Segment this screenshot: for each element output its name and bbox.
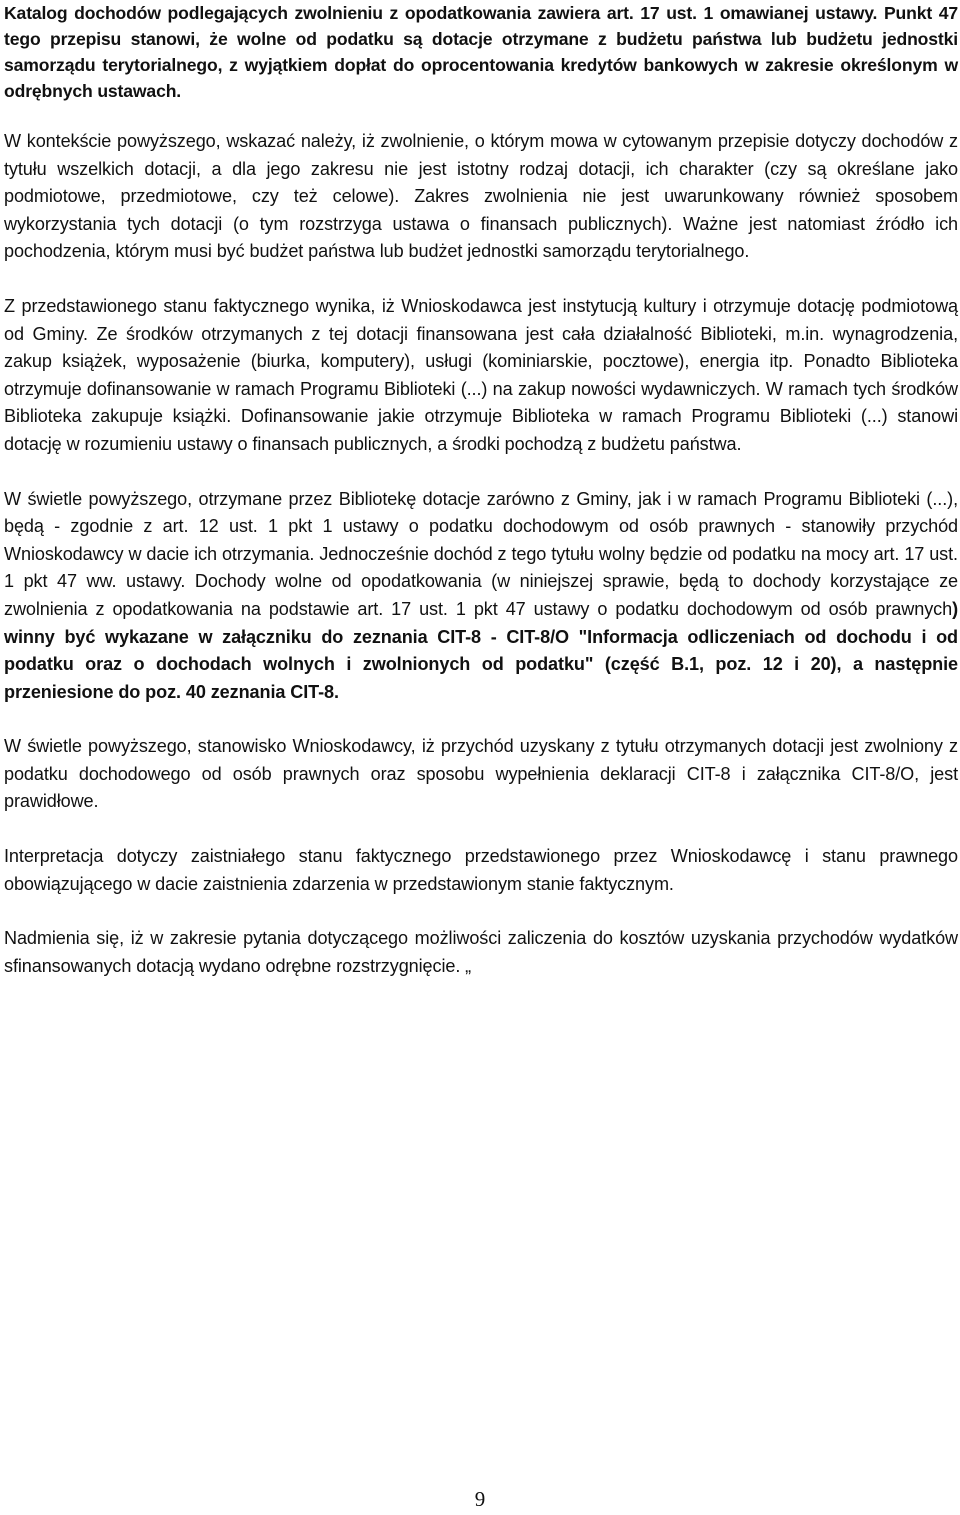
paragraph-exemption-scope: W kontekście powyższego, wskazać należy, iż zwolnienie, o którym mowa w cytowanym przepisie dotyczy dochodów z tytułu wszelkich dotacji, a dla jego zakresu nie jest istotny rodzaj dotacji, ich charakter (czy są określane jako podmiotowe, przedmiotowe, czy też celowe). Zakres zwolnienia nie jest uwarunkowany również sposobem wykorzystania tych dotacji (o tym rozstrzyga ustawa o finansach publicznych). Ważne jest natomiast źródło ich pochodzenia, którym musi być budżet państwa lub budżet jednostki samorządu terytorialnego. xyxy=(4,131,958,262)
page-number: 9 xyxy=(474,1487,486,1511)
paragraph-separate-ruling: Nadmienia się, iż w zakresie pytania dotyczącego możliwości zaliczenia do kosztów uzyskania przychodów wydatków sfinansowanych dotacją wydano odrębne rozstrzygnięcie. „ xyxy=(4,928,958,976)
paragraph-revenue-treatment-bold: ) winny być wykazane w załączniku do zeznania CIT-8 - CIT-8/O "Informacja odliczeniach od dochodu i od podatku oraz o dochodach wolnych i zwolnionych od podatku" (część B.1, poz. 12 i 20), a następnie przeniesione do poz. 40 zeznania CIT-8. xyxy=(4,598,958,702)
paragraph-revenue-treatment-text: W świetle powyższego, otrzymane przez Bibliotekę dotacje zarówno z Gminy, jak i w ramach Programu Biblioteki (...), będą - zgodnie z art. 12 ust. 1 pkt 1 ustawy o podatku dochodowym od osób prawnych - stanowiły przychód Wnioskodawcy w dacie ich otrzymania. Jednocześnie dochód z tego tytułu wolny będzie od podatku na mocy art. 17 ust. 1 pkt 47 ww. ustawy. Dochody wolne od opodatkowania (w niniejszej sprawie, będą to dochody korzystające ze zwolnienia z opodatkowania na podstawie art. 17 ust. 1 pkt 47 ustawy o podatku dochodowym od osób prawnych xyxy=(4,488,958,619)
paragraph-interpretation-scope: Interpretacja dotyczy zaistniałego stanu faktycznego przedstawionego przez Wnioskodawcę i stanu prawnego obowiązującego w dacie zaistnienia zdarzenia w przedstawionym stanie faktycznym. xyxy=(4,846,958,894)
paragraph-factual-state: Z przedstawionego stanu faktycznego wynika, iż Wnioskodawca jest instytucją kultury i otrzymuje dotację podmiotową od Gminy. Ze środków otrzymanych z tej dotacji finansowana jest cała działalność Biblioteki, m.in. wynagrodzenia, zakup książek, wyposażenie (biurka, komputery), usługi (kominiarskie, pocztowe), energia itp. Ponadto Biblioteka otrzymuje dofinansowanie w ramach Programu Biblioteki (...) na zakup nowości wydawniczych. W ramach tych środków Biblioteka zakupuje książki. Dofinansowanie jakie otrzymuje Biblioteka w ramach Programu Biblioteki (...) stanowi dotację w rozumieniu ustawy o finansach publicznych, a środki pochodzą z budżetu państwa. xyxy=(4,295,958,454)
paragraph-exemption-catalog: Katalog dochodów podlegających zwolnieniu z opodatkowania zawiera art. 17 ust. 1 omawianej ustawy. Punkt 47 tego przepisu stanowi, że wolne od podatku są dotacje otrzymane z budżetu państwa lub budżetu jednostki samorządu terytorialnego, z wyjątkiem dopłat do oprocentowania kredytów bankowych w zakresie określonym w odrębnych ustawach. xyxy=(4,3,958,101)
paragraph-position-assessment: W świetle powyższego, stanowisko Wnioskodawcy, iż przychód uzyskany z tytułu otrzymanych dotacji jest zwolniony z podatku dochodowego od osób prawnych oraz sposobu wypełnienia deklaracji CIT-8 i załącznika CIT-8/O, jest prawidłowe. xyxy=(4,736,958,812)
paragraph-revenue-treatment xyxy=(4,486,958,707)
